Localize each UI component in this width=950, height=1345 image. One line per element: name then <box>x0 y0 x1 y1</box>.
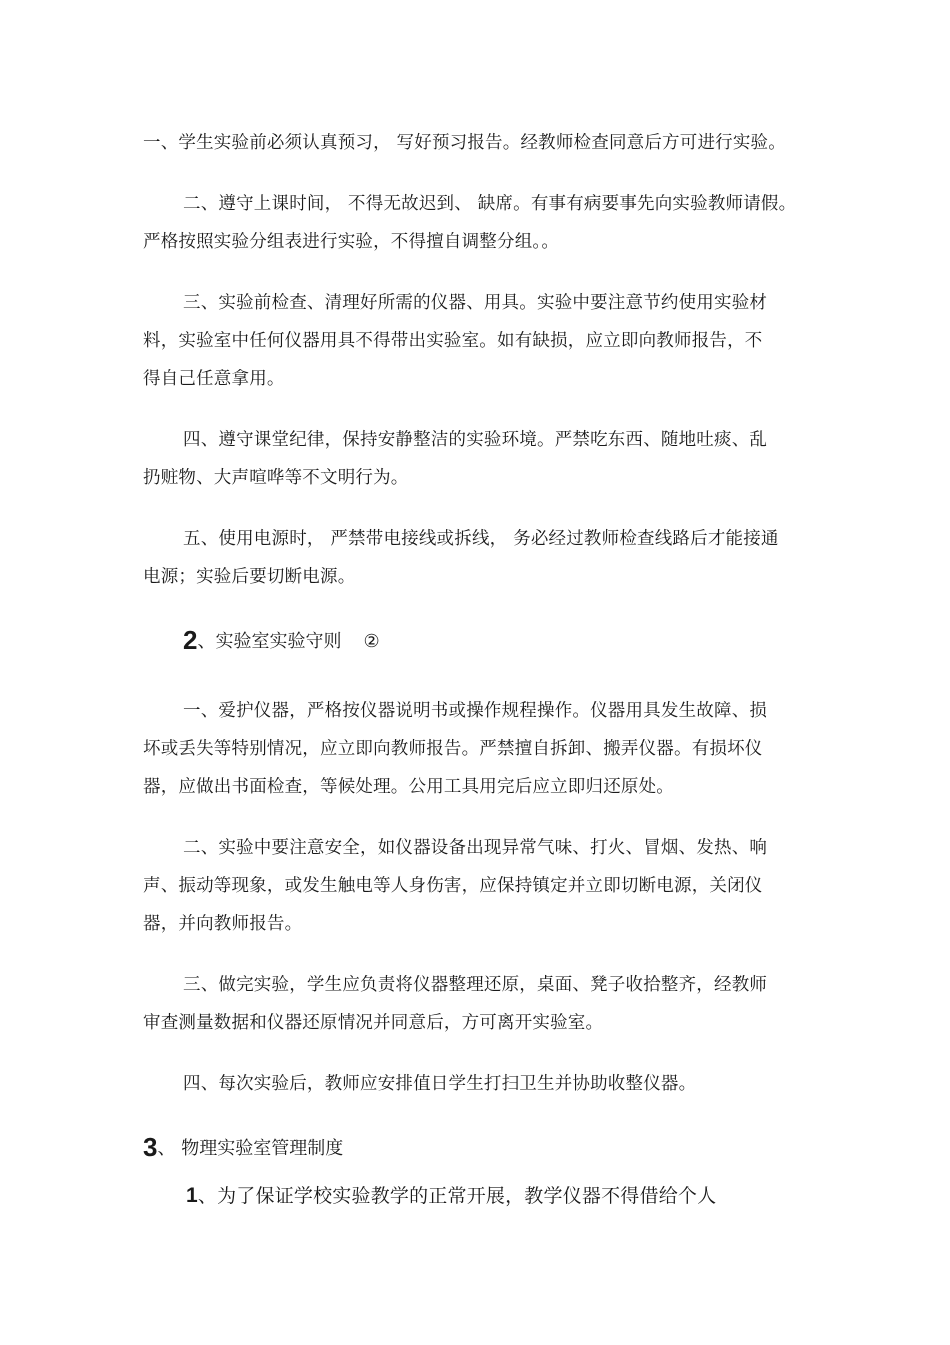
section3-number: 3 <box>143 1132 158 1162</box>
s3-item1-text: 、为了保证学校实验教学的正常开展，教学仪器不得借给个人 <box>197 1185 717 1207</box>
s1-rule5-line2: 电源；实验后要切断电源。 <box>143 567 356 587</box>
s1-rule3-line3: 得自己任意拿用。 <box>143 369 285 389</box>
s1-rule1-line1: 一、学生实验前必须认真预习， 写好预习报告。经教师检查同意后方可进行实验。 <box>143 133 786 153</box>
section2-title: 、实验室实验守则 <box>197 631 342 652</box>
section2-heading <box>183 626 380 656</box>
s1-rule2-line1: 二、遵守上课时间， 不得无故迟到、 缺席。有事有病要事先向实验教师请假。 <box>183 194 797 214</box>
s1-rule3-line1: 三、实验前检查、清理好所需的仪器、用具。实验中要注意节约使用实验材 <box>183 293 768 313</box>
section2-marker: ② <box>363 631 380 652</box>
s2-rule1-line2: 坏或丢失等特别情况，应立即向教师报告。严禁擅自拆卸、搬弄仪器。有损坏仪 <box>143 739 763 759</box>
section2-number: 2 <box>183 625 198 655</box>
section3-heading <box>143 1133 343 1163</box>
s3-item1-number: 1 <box>186 1184 198 1207</box>
s1-rule3-line2: 料，实验室中任何仪器用具不得带出实验室。如有缺损，应立即向教师报告，不 <box>143 331 763 351</box>
s2-rule3-line2: 审查测量数据和仪器还原情况并同意后，方可离开实验室。 <box>143 1013 604 1033</box>
s2-rule1-line1: 一、爱护仪器，严格按仪器说明书或操作规程操作。仪器用具发生故障、损 <box>183 701 768 721</box>
s3-item1 <box>186 1182 846 1210</box>
s2-rule2-line1: 二、实验中要注意安全，如仪器设备出现异常气味、打火、冒烟、发热、响 <box>183 838 768 858</box>
s2-rule1-line3: 器，应做出书面检查，等候处理。公用工具用完后应立即归还原处。 <box>143 777 674 797</box>
s2-rule2-line3: 器，并向教师报告。 <box>143 914 303 934</box>
section3-title: 、 物理实验室管理制度 <box>157 1138 344 1159</box>
s1-rule5-line1: 五、使用电源时， 严禁带电接线或拆线， 务必经过教师检查线路后才能接通 <box>183 529 779 549</box>
s1-rule2-line2: 严格按照实验分组表进行实验，不得擅自调整分组。。 <box>143 232 560 252</box>
s2-rule2-line2: 声、振动等现象，或发生触电等人身伤害，应保持镇定并立即切断电源，关闭仪 <box>143 876 763 896</box>
s2-rule4-line1: 四、每次实验后，教师应安排值日学生打扫卫生并协助收整仪器。 <box>183 1074 697 1094</box>
s2-rule3-line1: 三、做完实验，学生应负责将仪器整理还原，桌面、凳子收拾整齐，经教师 <box>183 975 768 995</box>
s1-rule4-line2: 扔赃物、大声喧哗等不文明行为。 <box>143 468 409 488</box>
s1-rule4-line1: 四、遵守课堂纪律，保持安静整洁的实验环境。严禁吃东西、随地吐痰、乱 <box>183 430 768 450</box>
